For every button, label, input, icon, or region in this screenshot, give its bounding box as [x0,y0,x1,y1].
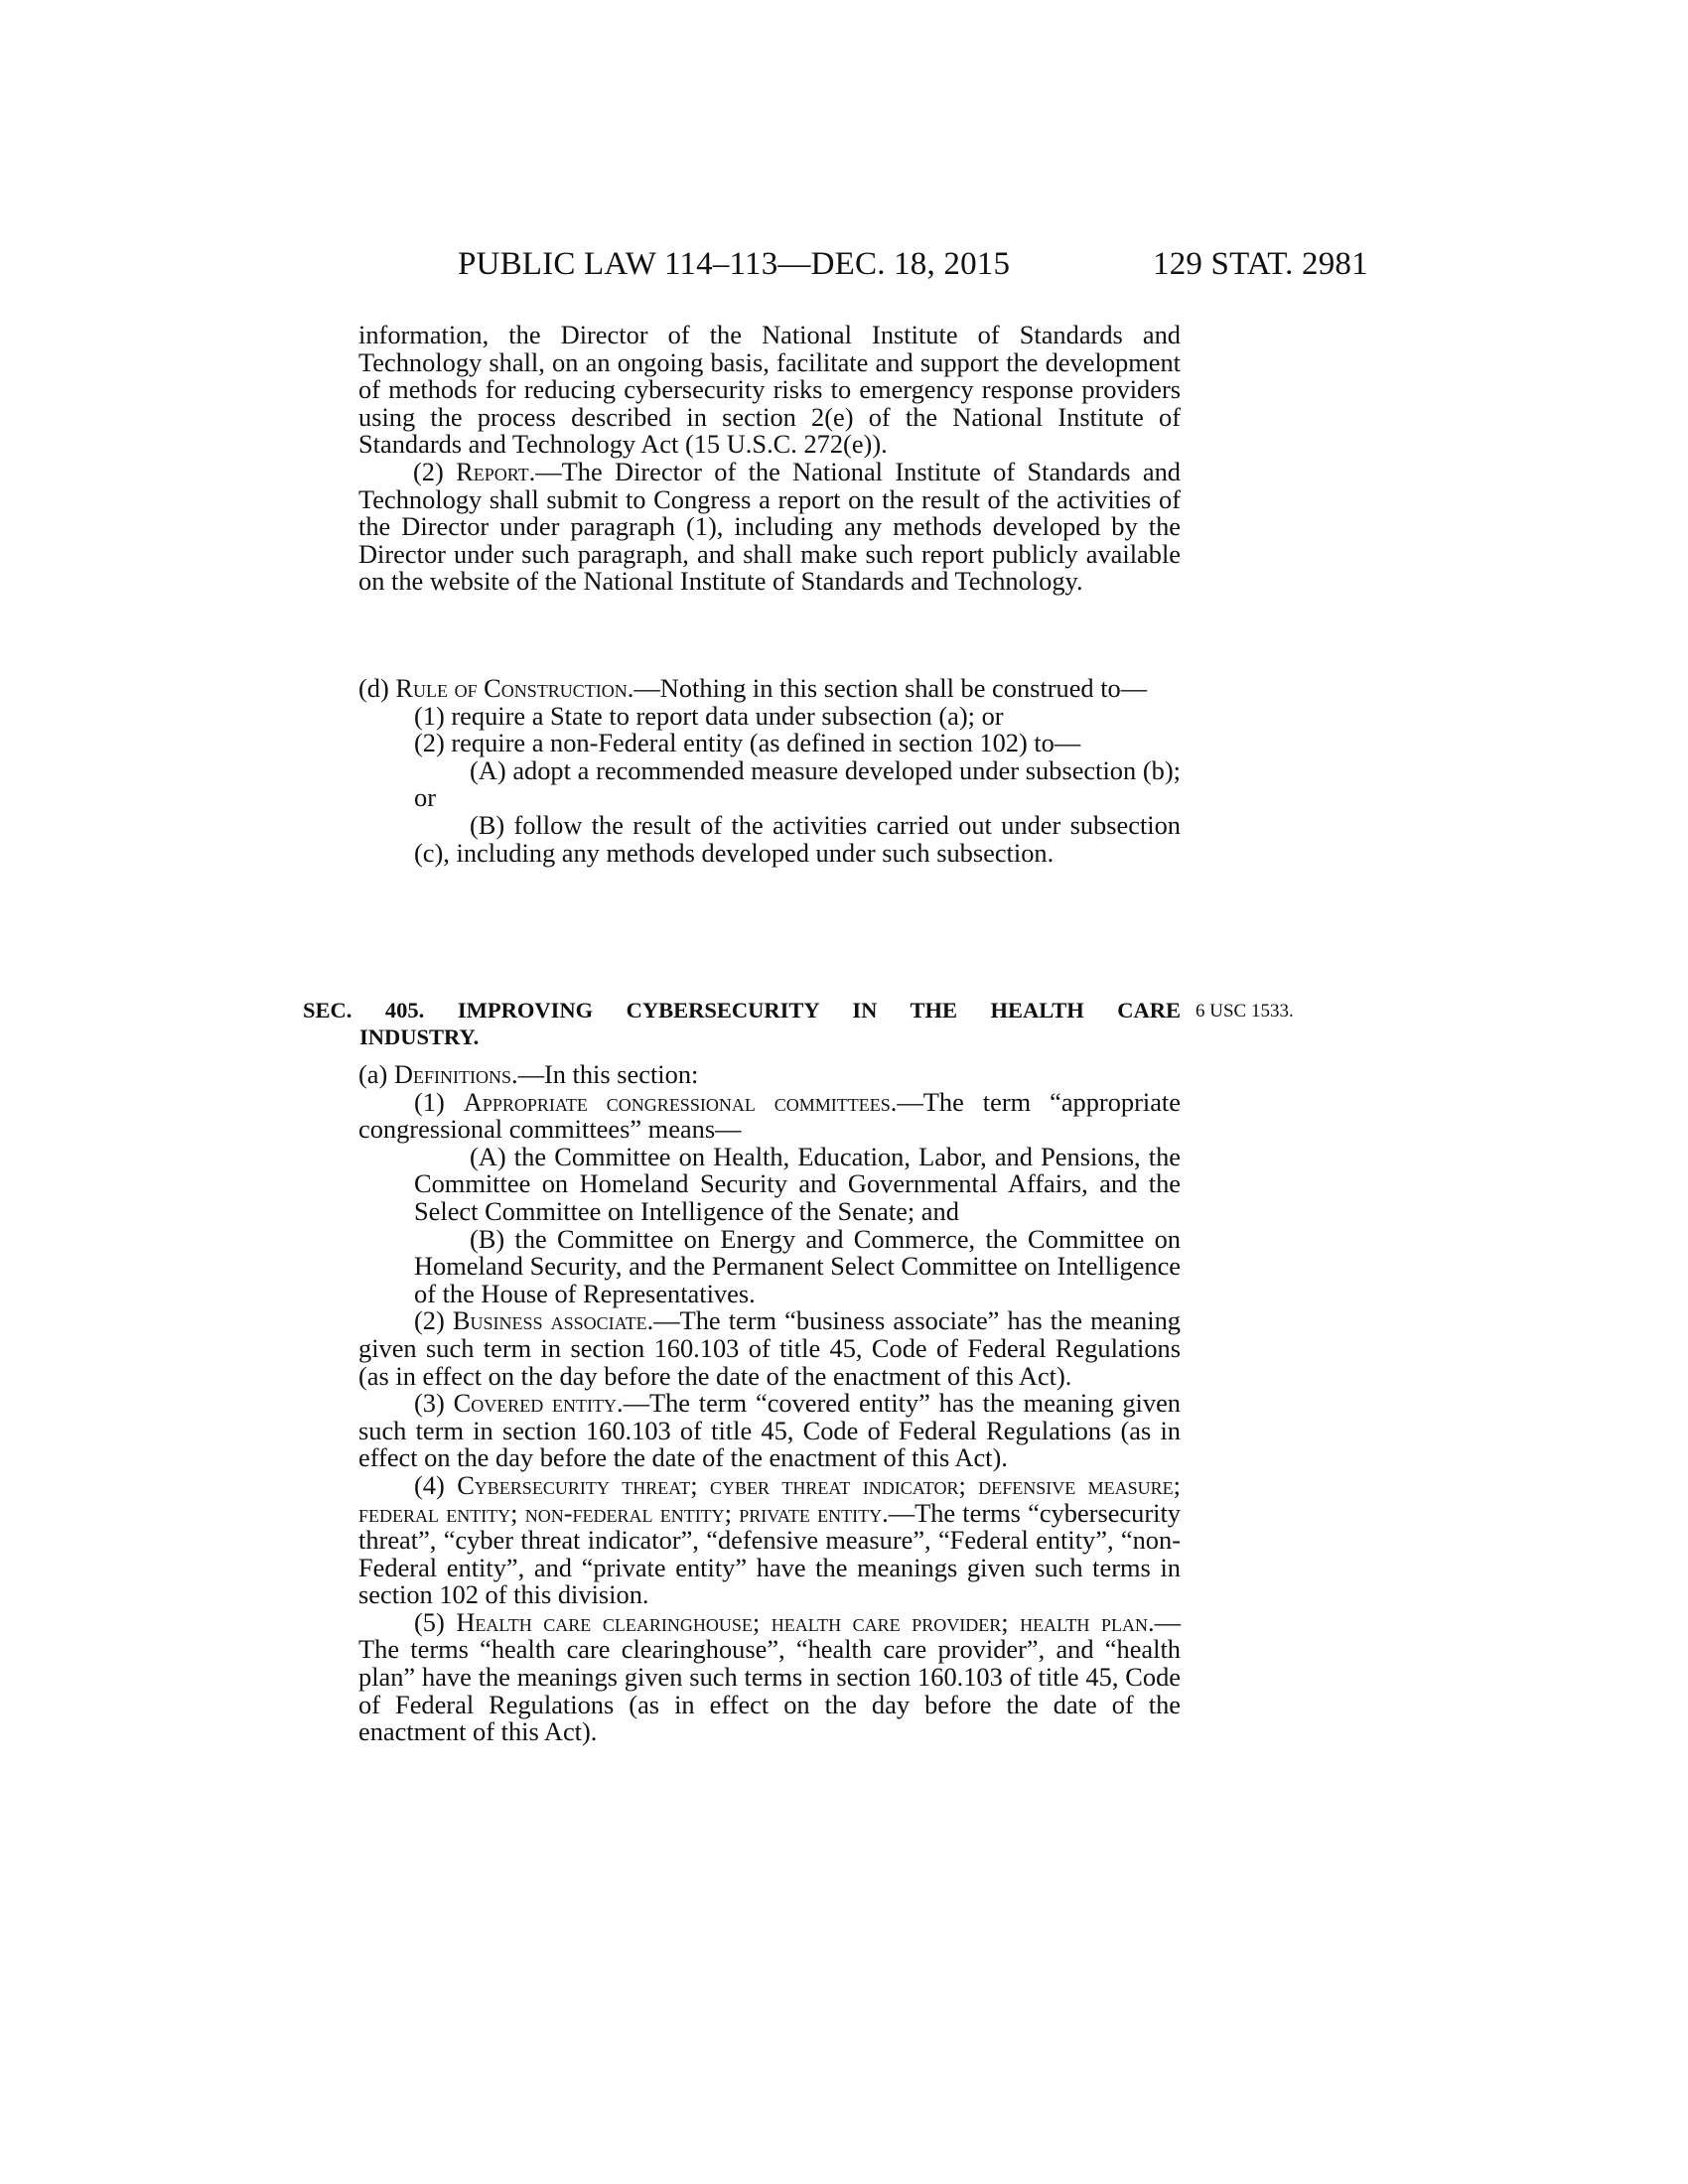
definition-3-number: (3) [414,1388,445,1419]
definitions-number: (a) [358,1059,388,1089]
roc-item-1: (1) require a State to report data under subsection (a); or [414,700,1004,731]
definition-1-text: —The term “appropriate congressional committees” means— [358,1086,1181,1145]
roc-text: —Nothing in this section shall be construed to— [633,673,1148,703]
definition-1-a: (A) the Committee on Health, Education, Labor, and Pensions, the Committee on Homeland Security and Governmental Affairs, and the Select Committee on Intelligence of the Senate; and [414,1141,1181,1226]
roc-heading: Rule of Construction. [395,673,634,703]
rule-of-construction-block [303,675,1181,867]
definition-3-heading: Covered entity. [453,1388,624,1419]
definition-1-heading: Appropriate congressional committees. [463,1086,898,1117]
report-text: —The Director of the National Institute of Standards and Technology shall submit to Congress a report on the result of the activities of the Director under paragraph (1), including any methods developed by the Director under such paragraph, and shall make such report publicly available on the website of the National Institute of Standards and Technology. [358,456,1181,597]
definition-5-text: —The terms “health care clearinghouse”, “health care provider”, and “health plan” have the meanings given such terms in section 160.103 of title 45, Code of Federal Regulations (as in effect on the day before the date of the enactment of this Act). [358,1606,1181,1747]
top-text-block [358,322,1181,596]
definition-2-text: —The term “business associate” has the meaning given such term in section 160.103 of title 45, Code of Federal Regulations (as in effect on the day before the date of the enactment of this Act). [358,1305,1181,1391]
usc-margin-note: 6 USC 1533. [1196,1001,1294,1022]
definition-5-heading: Health care clearinghouse; health care provider; health plan. [456,1606,1155,1637]
definition-1 [358,1086,1181,1145]
definition-5 [358,1606,1181,1747]
definition-2-heading: Business associate. [452,1305,654,1336]
page-stat-number: 129 STAT. 2981 [1153,246,1368,282]
rule-of-construction-paragraph [303,675,1181,703]
definitions-block [303,1061,1181,1746]
definition-4-number: (4) [414,1469,445,1500]
running-header-title: PUBLIC LAW 114–113—DEC. 18, 2015 [458,246,1011,282]
definition-5-number: (5) [414,1606,445,1637]
continued-paragraph-text: information, the Director of the National Institute of Standards and Technology shall, on an ongoing basis, facilitate and support the development of methods for reducing cybersecurity risks to emergency response providers using the process described in section 2(e) of the National Institute of Standards and Technology Act (15 U.S.C. 272(e)). [358,320,1181,460]
definitions-intro [303,1061,1181,1089]
section-heading-line-2: INDUSTRY. [359,1024,480,1049]
section-heading [303,997,1181,1050]
roc-item-2b: (B) follow the result of the activities carried out under subsection (c), including any methods developed under such subsection. [414,809,1181,868]
definition-4-text: —The terms “cybersecurity threat”, “cyber threat indicator”, “defensive measure”, “Federal entity”, “non-Federal entity”, and “private entity” have the meanings given such terms in section 102 of this division. [358,1497,1182,1610]
definition-4-heading: Cybersecurity threat; cyber threat indicator; defensive measure; federal entity; non-federal entity; private entity. [358,1469,1181,1528]
definition-4 [358,1469,1182,1610]
definitions-text: —In this section: [517,1059,699,1089]
definition-2 [358,1307,1181,1390]
report-paragraph [358,456,1181,597]
roc-number: (d) [358,673,389,703]
definition-2-number: (2) [414,1305,445,1336]
definition-3-text: —The term “covered entity” has the meaning given such term in section 160.103 of title 45, Code of Federal Regulations (as in effect on the day before the date of the enactment of this Act). [358,1388,1181,1473]
definition-1-number: (1) [414,1086,445,1117]
roc-item-2a: (A) adopt a recommended measure developed under subsection (b); or [414,754,1181,813]
continued-paragraph [358,322,1181,459]
section-heading-line-1: SEC. 405. IMPROVING CYBERSECURITY IN THE HEALTH CARE [303,998,1181,1023]
report-heading: Report. [456,456,536,486]
definition-3 [358,1390,1181,1472]
definitions-heading: Definitions. [393,1059,518,1089]
definition-1-b: (B) the Committee on Energy and Commerce, the Committee on Homeland Security, and the Permanent Select Committee on Intelligence of the House of Representatives. [414,1223,1181,1308]
roc-item-2: (2) require a non-Federal entity (as defined in section 102) to— [414,728,1081,758]
report-number: (2) [413,456,444,486]
